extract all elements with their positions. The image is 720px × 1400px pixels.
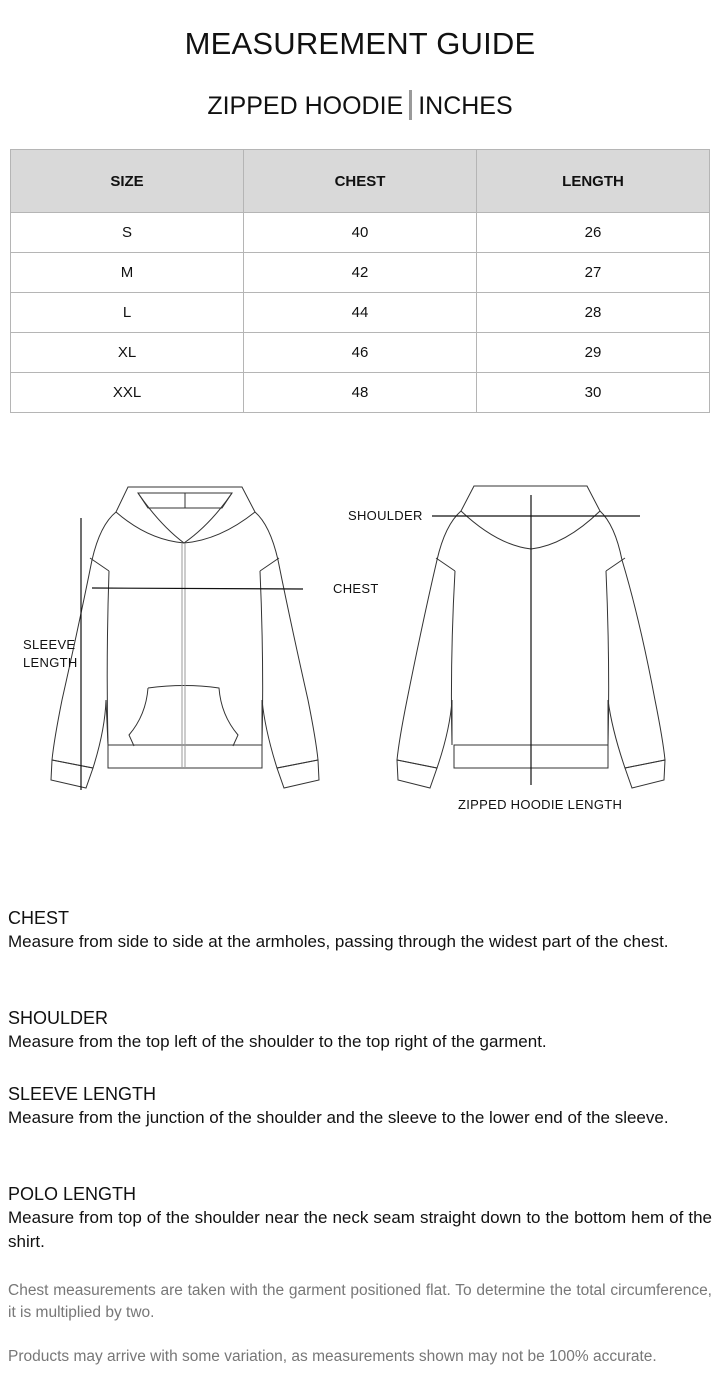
- hoodie-illustration: [0, 470, 720, 830]
- cell-chest: 42: [244, 253, 477, 293]
- instruction-shoulder: [8, 1006, 712, 1054]
- cell-length: 28: [477, 293, 710, 333]
- cell-length: 26: [477, 213, 710, 253]
- sleeve-length-label-line2: LENGTH: [23, 655, 78, 670]
- cell-chest: 40: [244, 213, 477, 253]
- hoodie-front-icon: [51, 487, 319, 788]
- table-row: [11, 333, 710, 373]
- table-row: [11, 293, 710, 333]
- page-title: MEASUREMENT GUIDE: [184, 26, 536, 61]
- cell-size: XXL: [11, 373, 244, 413]
- cell-size: XL: [11, 333, 244, 373]
- page-subtitle: [0, 90, 720, 121]
- size-table: [10, 149, 710, 413]
- subtitle-separator: [409, 90, 412, 120]
- product-name: ZIPPED HOODIE: [207, 92, 404, 120]
- cell-chest: 46: [244, 333, 477, 373]
- table-header-row: [11, 150, 710, 213]
- instruction-heading: POLO LENGTH: [8, 1184, 137, 1204]
- column-header-size: SIZE: [11, 150, 244, 213]
- note-variation-disclaimer: Products may arrive with some variation, as measurements shown may not be 100% accurate.: [8, 1348, 657, 1365]
- table-row: [11, 373, 710, 413]
- instruction-polo-length: [8, 1182, 712, 1254]
- cell-size: M: [11, 253, 244, 293]
- chest-label: CHEST: [333, 581, 379, 596]
- column-header-chest: CHEST: [244, 150, 477, 213]
- table-row: [11, 213, 710, 253]
- cell-length: 27: [477, 253, 710, 293]
- instruction-text: Measure from side to side at the armholes, passing through the widest part of the chest.: [8, 932, 669, 951]
- cell-chest: 48: [244, 373, 477, 413]
- cell-chest: 44: [244, 293, 477, 333]
- cell-size: S: [11, 213, 244, 253]
- sleeve-length-label-line1: SLEEVE: [23, 637, 76, 652]
- instruction-chest: [8, 906, 712, 954]
- hoodie-length-label: ZIPPED HOODIE LENGTH: [458, 797, 623, 812]
- shoulder-label: SHOULDER: [348, 508, 423, 523]
- instruction-text: Measure from the top left of the shoulder to the top right of the garment.: [8, 1032, 547, 1051]
- instruction-text: Measure from top of the shoulder near the neck seam straight down to the bottom hem of the shirt.: [8, 1208, 712, 1251]
- table-row: [11, 253, 710, 293]
- note-flat-measurement: Chest measurements are taken with the garment positioned flat. To determine the total circumference, it is multiplied by two.: [8, 1282, 712, 1321]
- chest-line: [92, 588, 303, 589]
- instruction-heading: SLEEVE LENGTH: [8, 1084, 157, 1104]
- instruction-text: Measure from the junction of the shoulder and the sleeve to the lower end of the sleeve.: [8, 1108, 669, 1127]
- instruction-heading: CHEST: [8, 908, 70, 928]
- instruction-heading: SHOULDER: [8, 1008, 109, 1028]
- cell-length: 29: [477, 333, 710, 373]
- instruction-sleeve-length: [8, 1082, 712, 1130]
- cell-length: 30: [477, 373, 710, 413]
- measurement-diagram: [0, 470, 720, 830]
- column-header-length: LENGTH: [477, 150, 710, 213]
- unit-label: INCHES: [418, 92, 513, 120]
- cell-size: L: [11, 293, 244, 333]
